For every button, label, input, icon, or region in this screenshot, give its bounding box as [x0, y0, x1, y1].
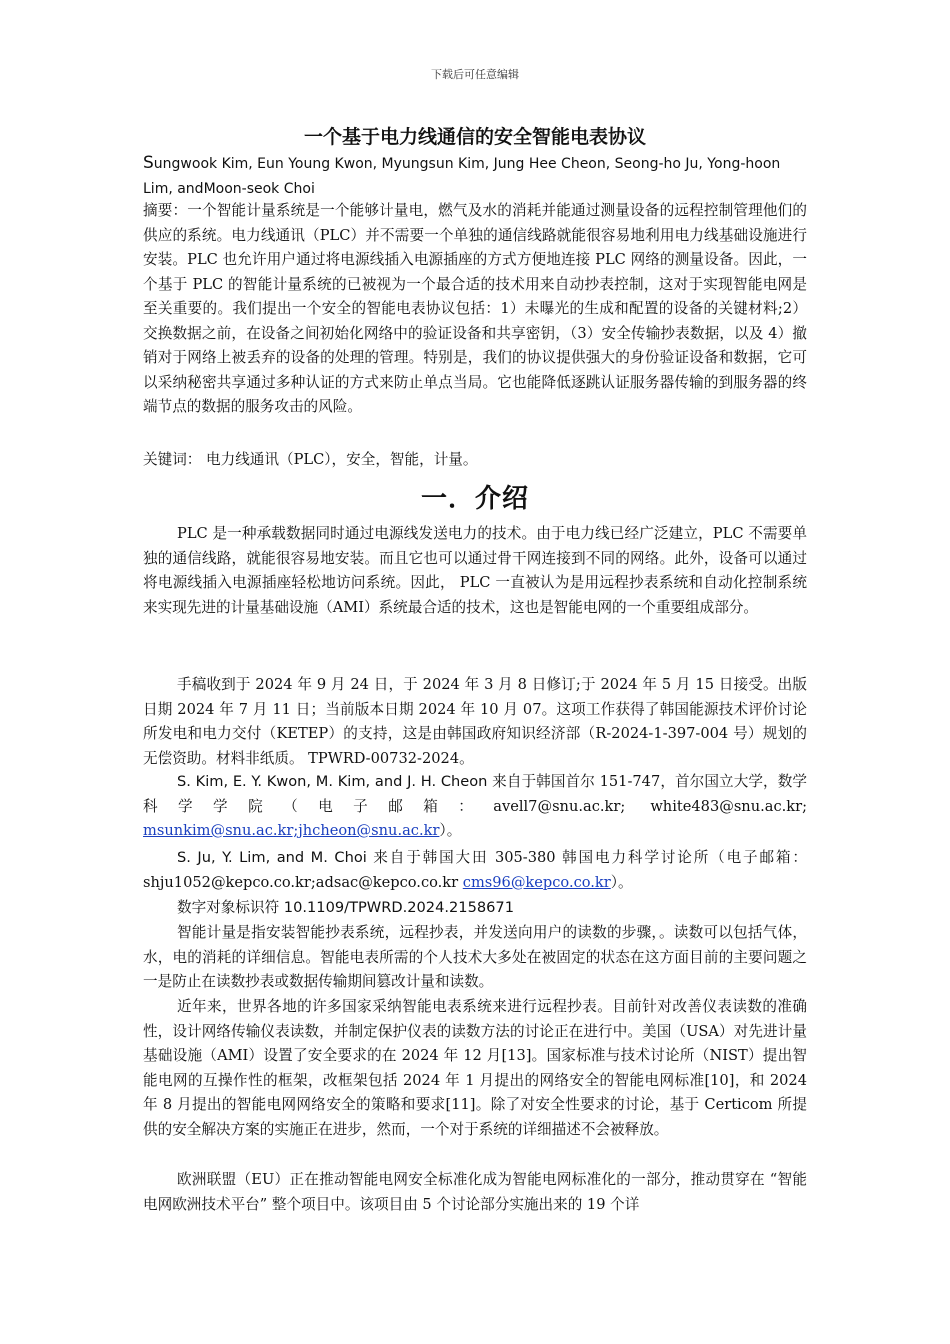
eu-paragraph: 欧洲联盟（EU）正在推动智能电网安全标准化成为智能电网标准化的一部分，推动贯穿在 “智能电网欧洲技术平台” 整个项目中。该项目由 5 个讨论部分实施出来的 19 个详 [143, 1171, 807, 1213]
intro-paragraph: PLC 是一种承载数据同时通过电源线发送电力的技术。由于电力线已经广泛建立，PLC 不需要单独的通信线路，就能很容易地安装。而且它也可以通过骨干网连接到不同的网络。此外，设备可以通过将电源线插入电源插座轻松地访问系统。因此， PLC 一直被认为是用远程抄表系统和自动化控制系统来实现先进的计量基础设施（AMI）系统最合适的技术，这也是智能电网的一个重要组成部分。 [143, 525, 807, 616]
smart-metering-paragraph: 智能计量是指安装智能抄表系统，远程抄表，并发送向用户的读数的步骤，。读数可以包括气体，水，电的消耗的详细信息。智能电表所需的个人技术大多处在被固定的状态在这方面目前的主要问题之一是防止在读数抄表或数据传输期间篡改计量和读数。 [143, 924, 807, 990]
manuscript-note: 手稿收到于 2024 年 9 月 24 日，于 2024 年 3 月 8 日修订;于 2024 年 5 月 15 日接受。出版日期 2024 年 7 月 11 日；当前版本日期 2024 年 10 月 07。这项工作获得了韩国能源技术评价讨论所发电和电力交付（KETEP）的支持，这是由韩国政府知识经济部（R-2024-1-397-004 号）规划的无偿资助。材料非纸质。 TPWRD-00732-2024。 [143, 676, 807, 767]
author-list [143, 151, 807, 202]
affiliation-1-text: 来自于韩国首尔 151-747，首尔国立大学，数学科学学院（电子邮箱：avell7@snu.ac.kr; white483@snu.ac.kr; [143, 773, 807, 815]
affiliation-1-end: ）。 [439, 822, 462, 839]
affiliation-2-names: S. Ju, Y. Lim, and M. Choi [177, 849, 367, 866]
section-heading: 一．介绍 [420, 484, 529, 514]
paper-title: 一个基于电力线通信的安全智能电表协议 [303, 126, 646, 148]
email-link-2[interactable]: cms96@kepco.co.kr [462, 873, 611, 891]
affiliation-2-text: 来自于韩国大田 305-380 韩国电力科学讨论所（电子邮箱：shju1052@kepco.co.kr;adsac@kepco.co.kr [143, 849, 807, 891]
abstract: 摘要：一个智能计量系统是一个能够计量电，燃气及水的消耗并能通过测量设备的远程控制管理他们的供应的系统。电力线通讯（PLC）并不需要一个单独的通信线路就能很容易地利用电力线基础设施进行安装。PLC 也允许用户通过将电源线插入电源插座的方式方便地连接 PLC 网络的测量设备。因此，一个基于 PLC 的智能计量系统的已被视为一个最合适的技术用来自动抄表控制，这对于实现智能电网是至关重要的。我们提出一个安全的智能电表协议包括：1）未曝光的生成和配置的设备的关键材料;2）交换数据之前，在设备之间初始化网络中的验证设备和共享密钥，（3）安全传输抄表数据，以及 4）撤销对于网络上被丢弃的设备的处理的管理。特别是，我们的协议提供强大的身份验证设备和数据，它可以采纳秘密共享通过多种认证的方式来防止单点当局。它也能降低逐跳认证服务器传输的到服务器的终端节点的数据的服务攻击的风险。 [143, 202, 807, 415]
email-link-1[interactable]: msunkim@snu.ac.kr;jhcheon@snu.ac.kr [143, 822, 440, 839]
affiliation-2-end: ）。 [610, 873, 633, 891]
affiliation-1 [143, 770, 807, 844]
doi-value: 10.1109/TPWRD.2024.2158671 [283, 899, 514, 916]
recent-years-paragraph: 近年来，世界各地的许多国家采纳智能电表系统来进行远程抄表。目前针对改善仪表读数的准确性，设计网络传输仪表读数，并制定保护仪表的读数方法的讨论正在进行中。美国（USA）对先进计量基础设施（AMI）设置了安全要求的在 2024 年 12 月[13]。国家标准与技术讨论所（NIST）提出智能电网的互操作性的框架，改框架包括 2024 年 1 月提出的网络安全的智能电网标准[10]，和 2024 年 8 月提出的智能电网网络安全的策略和要求[11]。除了对安全性要求的讨论，基于 Certicom 所提供的安全解决方案的实施正在进步，然而，一个对于系统的详细描述不会被释放。 [143, 998, 807, 1138]
header-note: 下载后可任意编辑 [431, 68, 519, 81]
affiliation-2 [143, 846, 807, 895]
affiliation-1-names: S. Kim, E. Y. Kwon, M. Kim, and J. H. Cheon [177, 773, 488, 790]
doi-label: 数字对象标识符 [177, 899, 284, 916]
author-names: ungwook Kim, Eun Young Kwon, Myungsun Kim, Jung Hee Cheon, Seong-ho Ju, Yong-hoon Lim, andMoon-seok Choi [143, 156, 781, 197]
doi-line [143, 896, 807, 921]
author-initial: S [143, 153, 154, 173]
keywords: 关键词： 电力线通讯（PLC），安全，智能，计量。 [143, 451, 478, 468]
